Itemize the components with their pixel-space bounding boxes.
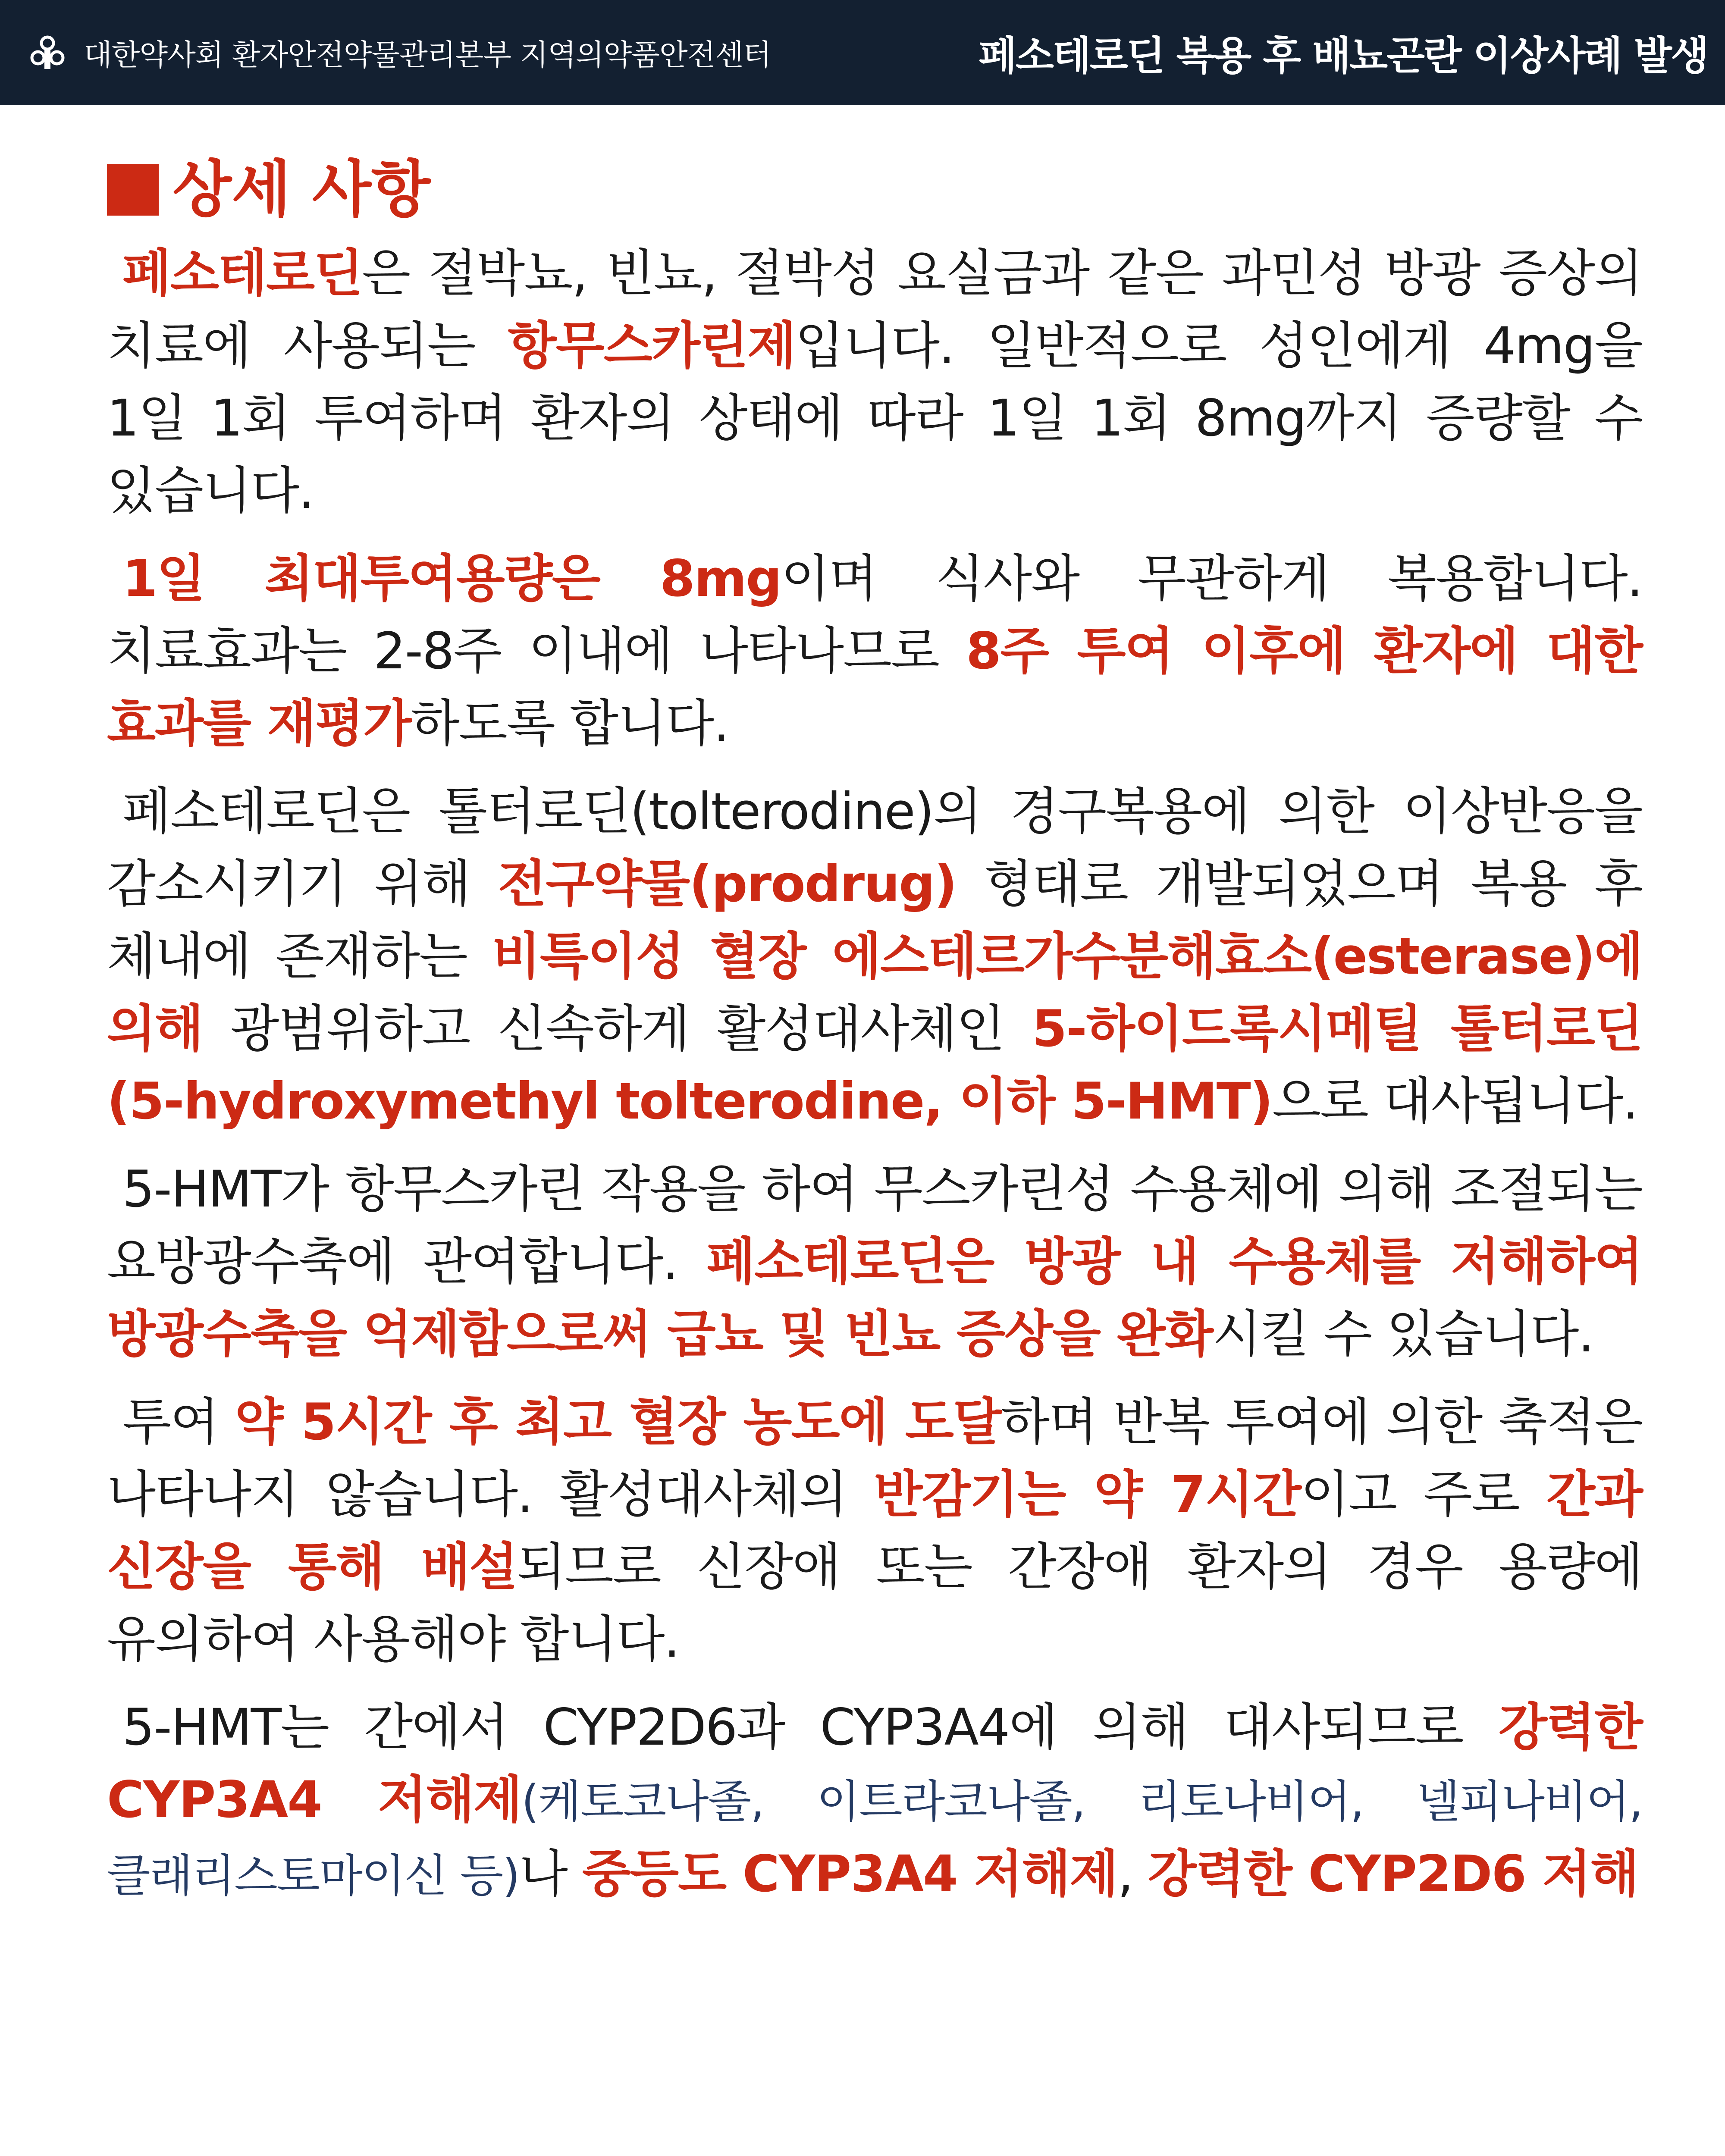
header-org-group bbox=[26, 31, 771, 74]
highlighted-text: 간과 신장을 통해 배설 bbox=[107, 1465, 1642, 1596]
body-text: 시킬 수 있습니다. bbox=[1212, 1304, 1593, 1363]
paragraph-mechanism bbox=[107, 1153, 1642, 1370]
highlighted-text: 8주 투여 이후에 환자에 대한 효과를 재평가 bbox=[107, 621, 1642, 753]
body-text: 되므로 신장애 또는 간장애 환자의 경우 용량에 유의하여 사용해야 합니다. bbox=[107, 1537, 1642, 1669]
body-text: 형태로 개발되었으며 복용 후 체내에 존재하는 bbox=[107, 854, 1642, 986]
paragraph-pharmacokinetics bbox=[107, 1386, 1642, 1676]
section-heading bbox=[107, 147, 1642, 233]
header-organization: 대한약사회 환자안전약물관리본부 지역의약품안전센터 bbox=[84, 38, 771, 72]
highlighted-text: 반감기는 약 7시간 bbox=[874, 1465, 1301, 1524]
highlighted-text: 1일 최대투여용량은 8mg bbox=[122, 549, 781, 608]
body-text: 5-HMT는 간에서 CYP2D6과 CYP3A4에 의해 대사되므로 bbox=[122, 1698, 1499, 1757]
body-text: 하며 반복 투여에 의한 축적은 나타나지 않습니다. 활성대사체의 bbox=[107, 1392, 1642, 1524]
highlighted-text: 전구약물(prodrug) bbox=[498, 854, 957, 913]
drug-example-note: (케토코나졸, 이트라코나졸, 리토나비어, 넬피나비어, 클래리스토마이신 등) bbox=[107, 1775, 1642, 1902]
highlighted-text: 비특이성 혈장 에스테르가수분해효소(esterase)에 의해 bbox=[107, 927, 1642, 1058]
paragraph-indication bbox=[107, 237, 1642, 527]
body-text: 투여 bbox=[122, 1392, 235, 1451]
body-text: 으로 대사됩니다. bbox=[1272, 1072, 1638, 1131]
highlighted-text: 5-하이드록시메틸 톨터로딘(5-hydroxymethyl tolterodine, 이하 5-HMT) bbox=[107, 999, 1642, 1131]
paragraph-interactions bbox=[107, 1691, 1642, 1912]
highlighted-text: 약 5시간 후 최고 혈장 농도에 도달 bbox=[235, 1392, 1001, 1451]
highlighted-text: 항무스카린제 bbox=[508, 316, 795, 375]
highlighted-text: 강력한 CYP3A4 저해제 bbox=[107, 1698, 1642, 1829]
main-content bbox=[107, 147, 1642, 1927]
body-text: 5-HMT가 항무스카린 작용을 하여 무스카린성 수용체에 의해 조절되는 요방광수축에 관여합니다. bbox=[107, 1159, 1642, 1291]
header-document-title: 페소테로딘 복용 후 배뇨곤란 이상사례 발생 bbox=[979, 33, 1708, 79]
highlighted-text: 강력한 CYP2D6 저해 bbox=[1148, 1844, 1638, 1903]
body-text: 광범위하고 신속하게 활성대사체인 bbox=[203, 999, 1032, 1058]
body-text: , bbox=[1117, 1844, 1148, 1903]
paragraph-metabolism bbox=[107, 775, 1642, 1138]
body-text: 이며 식사와 무관하게 복용합니다. 치료효과는 2-8주 이내에 나타나므로 bbox=[107, 549, 1643, 680]
body-text: 하도록 합니다. bbox=[411, 694, 729, 753]
pharmacy-association-logo-icon bbox=[26, 31, 69, 74]
square-bullet-icon bbox=[107, 164, 159, 216]
body-text: 입니다. 일반적으로 성인에게 4mg을 1일 1회 투여하며 환자의 상태에 따라 1일 1회 8mg까지 증량할 수 있습니다. bbox=[107, 316, 1642, 520]
highlighted-text: 페소테로딘은 방광 내 수용체를 저해하여 방광수축을 억제함으로써 급뇨 및 빈뇨 증상을 완화 bbox=[107, 1232, 1642, 1363]
highlighted-text: 페소테로딘 bbox=[122, 244, 362, 303]
section-heading-text: 상세 사항 bbox=[172, 154, 431, 225]
highlighted-text: 중등도 CYP3A4 저해제 bbox=[582, 1844, 1118, 1903]
paragraph-dosage bbox=[107, 542, 1642, 760]
body-text: 나 bbox=[519, 1844, 583, 1903]
body-text: 은 절박뇨, 빈뇨, 절박성 요실금과 같은 과민성 방광 증상의 치료에 사용되는 bbox=[107, 244, 1642, 375]
header-bar bbox=[0, 0, 1725, 105]
body-text: 이고 주로 bbox=[1300, 1465, 1546, 1524]
body-text: 페소테로딘은 톨터로딘(tolterodine)의 경구복용에 의한 이상반응을 감소시키기 위해 bbox=[107, 782, 1642, 913]
